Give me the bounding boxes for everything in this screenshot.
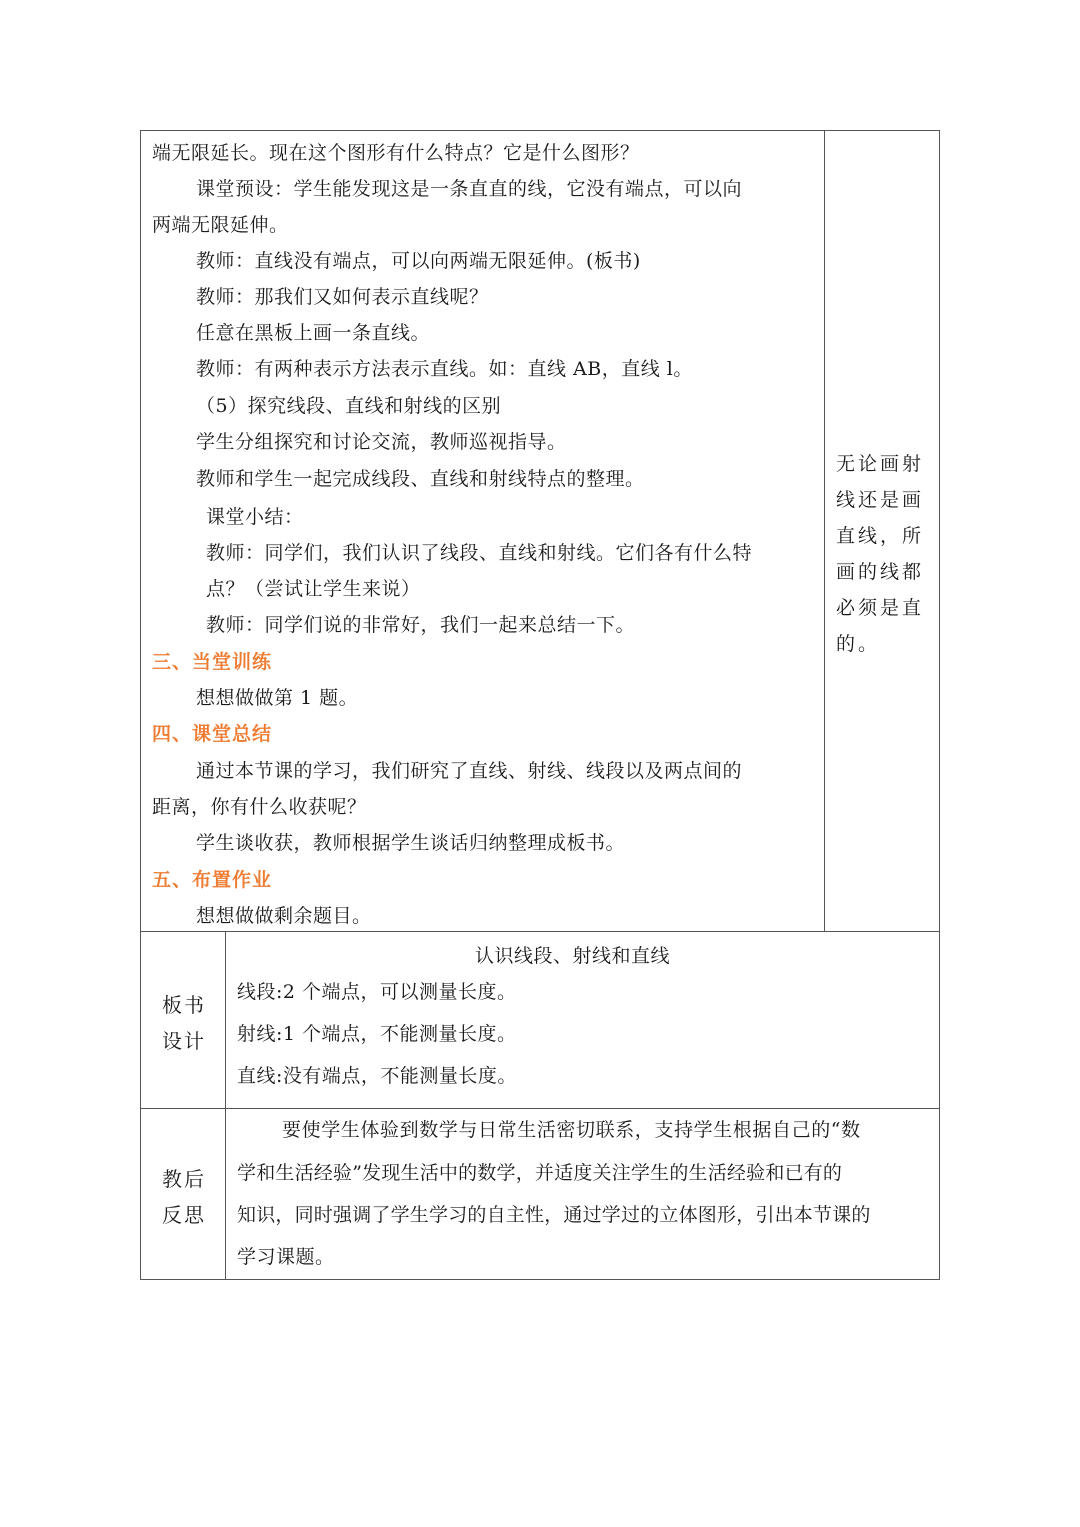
board-design-item: 线段:2 个端点，可以测量长度。 [237, 981, 517, 1003]
board-design-label: 设计 [162, 1029, 206, 1053]
section-heading-summary: 四、课堂总结 [152, 723, 273, 745]
row-divider-reflection [140, 1108, 940, 1109]
column-divider-side-note [824, 130, 825, 931]
reflection-line: 要使学生体验到数学与日常生活密切联系，支持学生根据自己的“数 [282, 1119, 861, 1141]
text-line: 教师：那我们又如何表示直线呢？ [196, 286, 489, 308]
text-line: 教师：同学们说的非常好，我们一起来总结一下。 [206, 614, 636, 636]
section-heading-practice: 三、当堂训练 [152, 651, 273, 673]
text-line: 端无限延长。现在这个图形有什么特点？它是什么图形？ [152, 142, 640, 164]
text-line: 学生谈收获，教师根据学生谈话归纳整理成板书。 [196, 832, 626, 854]
board-design-item: 直线:没有端点，不能测量长度。 [237, 1065, 517, 1087]
text-line: 距离，你有什么收获呢？ [152, 796, 367, 818]
text-line: 通过本节课的学习，我们研究了直线、射线、线段以及两点间的 [196, 760, 743, 782]
side-note-line: 直线，所 [836, 525, 925, 547]
side-note-line: 线还是画 [836, 489, 925, 511]
board-design-title: 认识线段、射线和直线 [475, 945, 671, 967]
reflection-label: 教后 [162, 1167, 206, 1191]
text-line: 想想做做剩余题目。 [196, 905, 372, 927]
text-line: 课堂小结： [206, 506, 304, 528]
reflection-line: 学和生活经验”发现生活中的数学，并适度关注学生的生活经验和已有的 [237, 1162, 843, 1184]
text-line: 点？（尝试让学生来说） [206, 578, 421, 600]
text-line: 教师：同学们，我们认识了线段、直线和射线。它们各有什么特 [206, 542, 753, 564]
board-design-item: 射线:1 个端点，不能测量长度。 [237, 1023, 517, 1045]
board-design-label: 板书 [162, 993, 206, 1017]
text-line: 教师和学生一起完成线段、直线和射线特点的整理。 [196, 468, 645, 490]
text-line: 任意在黑板上画一条直线。 [196, 322, 431, 344]
side-note-line: 的。 [836, 633, 881, 655]
column-divider-label [225, 931, 226, 1280]
text-line: 想想做做第 1 题。 [196, 687, 359, 709]
text-line: 教师：有两种表示方法表示直线。如：直线 AB，直线 l。 [196, 358, 693, 380]
reflection-label: 反思 [162, 1203, 206, 1227]
reflection-line: 学习课题。 [237, 1246, 335, 1268]
section-heading-homework: 五、布置作业 [152, 869, 273, 891]
side-note-line: 画的线都 [836, 561, 925, 583]
text-line: 两端无限延伸。 [152, 214, 289, 236]
side-note-line: 必须是直 [836, 597, 925, 619]
reflection-line: 知识，同时强调了学生学习的自主性，通过学过的立体图形，引出本节课的 [237, 1204, 871, 1226]
text-line: （5）探究线段、直线和射线的区别 [196, 395, 502, 417]
text-line: 学生分组探究和讨论交流，教师巡视指导。 [196, 431, 567, 453]
row-divider-board [140, 931, 940, 932]
text-line: 教师：直线没有端点，可以向两端无限延伸。(板书) [196, 250, 641, 272]
text-line: 课堂预设：学生能发现这是一条直直的线，它没有端点，可以向 [196, 178, 743, 200]
side-note-line: 无论画射 [836, 453, 925, 475]
